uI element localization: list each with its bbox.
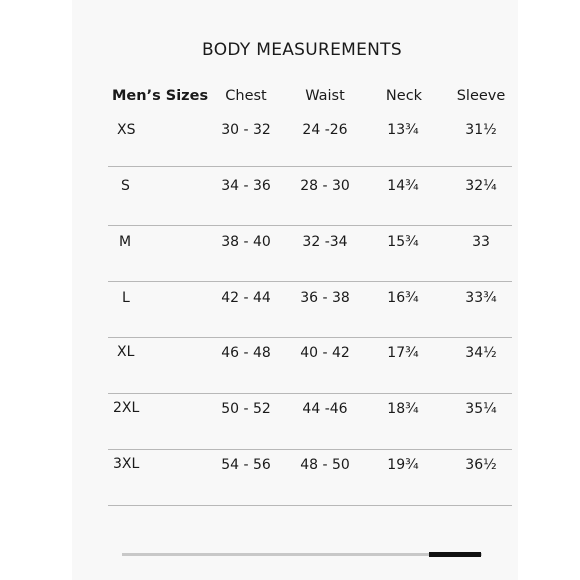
header-sleeve: Sleeve bbox=[456, 88, 506, 104]
table-row-sleeve: 32¼ bbox=[465, 178, 497, 194]
table-row-sleeve: 33 bbox=[472, 234, 490, 250]
table-row-neck: 16¾ bbox=[387, 290, 419, 306]
table-row-chest: 46 - 48 bbox=[221, 345, 271, 361]
table-row-size: XL bbox=[117, 344, 135, 360]
header-neck: Neck bbox=[385, 88, 423, 104]
table-row-waist: 24 -26 bbox=[302, 122, 348, 138]
header-size: Men’s Sizes bbox=[112, 88, 209, 104]
table-row-waist: 48 - 50 bbox=[300, 457, 350, 473]
chart-title: BODY MEASUREMENTS bbox=[202, 40, 402, 60]
row-divider bbox=[108, 337, 512, 338]
scrollbar-thumb[interactable] bbox=[429, 552, 481, 557]
row-divider bbox=[108, 166, 512, 167]
row-divider bbox=[108, 225, 512, 226]
table-row-size: 3XL bbox=[113, 456, 140, 472]
table-row-size: M bbox=[119, 234, 132, 250]
table-row-size: XS bbox=[117, 122, 136, 138]
table-row-sleeve: 35¼ bbox=[465, 401, 497, 417]
row-divider bbox=[108, 449, 512, 450]
row-divider bbox=[108, 393, 512, 394]
table-row-sleeve: 36½ bbox=[465, 457, 497, 473]
table-row-size: L bbox=[122, 290, 130, 306]
table-row-neck: 18¾ bbox=[387, 401, 419, 417]
table-row-sleeve: 31½ bbox=[465, 122, 497, 138]
table-row-neck: 13¾ bbox=[387, 122, 419, 138]
table-row-chest: 34 - 36 bbox=[221, 178, 271, 194]
table-row-chest: 42 - 44 bbox=[221, 290, 271, 306]
table-row-sleeve: 34½ bbox=[465, 345, 497, 361]
header-chest: Chest bbox=[225, 88, 267, 104]
table-row-chest: 38 - 40 bbox=[221, 234, 271, 250]
table-row-size: S bbox=[121, 178, 130, 194]
table-row-neck: 14¾ bbox=[387, 178, 419, 194]
header-waist: Waist bbox=[305, 88, 345, 104]
row-divider bbox=[108, 281, 512, 282]
table-row-sleeve: 33¾ bbox=[465, 290, 497, 306]
table-row-waist: 44 -46 bbox=[302, 401, 348, 417]
table-row-chest: 54 - 56 bbox=[221, 457, 271, 473]
table-row-waist: 36 - 38 bbox=[300, 290, 350, 306]
table-row-waist: 32 -34 bbox=[302, 234, 348, 250]
table-row-waist: 40 - 42 bbox=[300, 345, 350, 361]
table-row-neck: 17¾ bbox=[387, 345, 419, 361]
table-row-waist: 28 - 30 bbox=[300, 178, 350, 194]
table-row-size: 2XL bbox=[113, 400, 140, 416]
table-row-chest: 30 - 32 bbox=[221, 122, 271, 138]
row-divider bbox=[108, 505, 512, 506]
table-row-neck: 19¾ bbox=[387, 457, 419, 473]
table-row-neck: 15¾ bbox=[387, 234, 419, 250]
table-row-chest: 50 - 52 bbox=[221, 401, 271, 417]
horizontal-scrollbar[interactable] bbox=[122, 553, 482, 556]
